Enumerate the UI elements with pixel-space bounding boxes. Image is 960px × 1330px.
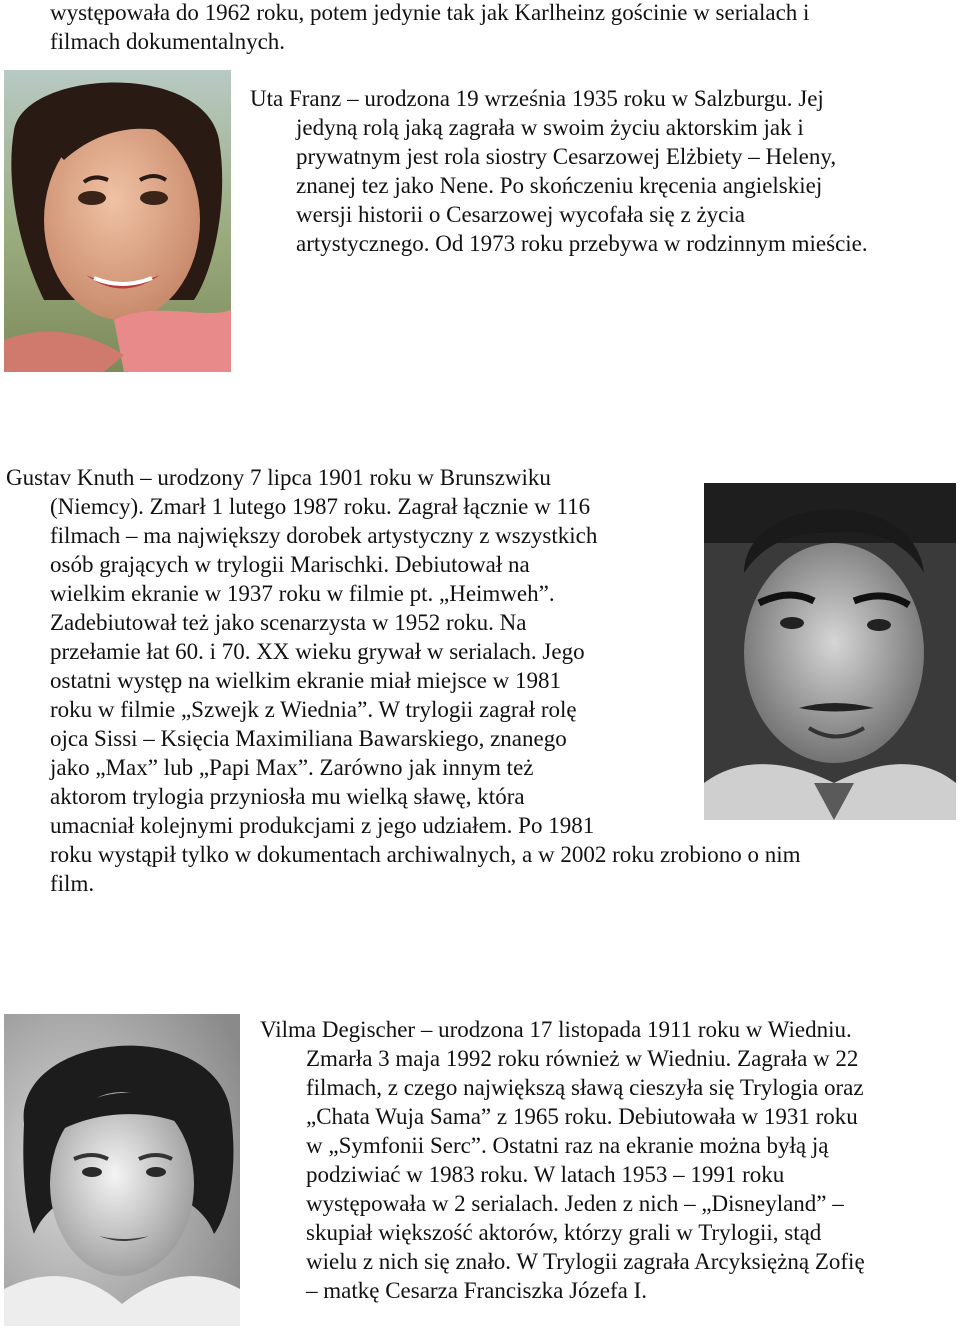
gustav-text-line: Zadebiutował też jako scenarzysta w 1952 roku. Na [50,610,527,635]
gustav-text-line: Gustav Knuth – urodzony 7 lipca 1901 roku w Brunszwiku [6,465,551,490]
intro-line: występowała do 1962 roku, potem jedynie tak jak Karlheinz gościnie w serialach i [50,0,810,25]
uta-franz-photo [4,70,231,372]
gustav-text-line: jako „Max” lub „Papi Max”. Zarówno jak innym też [50,755,534,780]
uta-text-line: artystycznego. Od 1973 roku przebywa w rodzinnym mieście. [296,231,868,256]
gustav-text-line: filmach – ma największy dorobek artystyczny z wszystkich [50,523,598,548]
vilma-text-line: wielu z nich się znało. W Trylogii zagrała Arcyksiężną Zofię [306,1249,865,1274]
gustav-text-line: aktorom trylogia przyniosła mu wielką sławę, która [50,784,525,809]
gustav-text-line: wielkim ekranie w 1937 roku w filmie pt. „Heimweh”. [50,581,555,606]
vilma-text-line: skupiał większość aktorów, którzy grali w Trylogii, stąd [306,1220,822,1245]
vilma-degischer-photo [4,1014,240,1326]
vilma-text-line: w „Symfonii Serc”. Ostatni raz na ekranie można byłą ją [306,1133,829,1158]
gustav-text-line: ostatni występ na wielkim ekranie miał miejsce w 1981 [50,668,561,693]
vilma-text-line: Vilma Degischer – urodzona 17 listopada 1911 roku w Wiedniu. [260,1017,852,1042]
gustav-text-line: (Niemcy). Zmarł 1 lutego 1987 roku. Zagrał łącznie w 116 [50,494,591,519]
portrait-woman-color-icon [4,70,231,372]
portrait-woman-bw-icon [4,1014,240,1326]
gustav-text-line: osób grających w trylogii Marischki. Debiutował na [50,552,530,577]
vilma-text-line: „Chata Wuja Sama” z 1965 roku. Debiutowała w 1931 roku [306,1104,858,1129]
vilma-text-line: podziwiać w 1983 roku. W latach 1953 – 1991 roku [306,1162,785,1187]
vilma-text-line: filmach, z czego największą sławą cieszyła się Trylogia oraz [306,1075,864,1100]
gustav-text-line: przełamie łat 60. i 70. XX wieku grywał w serialach. Jego [50,639,585,664]
gustav-text-line: umacniał kolejnymi produkcjami z jego udziałem. Po 1981 [50,813,595,838]
uta-text-line: znanej tez jako Nene. Po skończeniu kręcenia angielskiej [296,173,823,198]
vilma-text-line: występowała w 2 serialach. Jeden z nich – „Disneyland” – [306,1191,844,1216]
gustav-text-line: roku w filmie „Szwejk z Wiednia”. W trylogii zagrał rolę [50,697,577,722]
vilma-text-line: – matkę Cesarza Franciszka Józefa I. [306,1278,648,1303]
intro-line: filmach dokumentalnych. [50,29,286,54]
gustav-text-line: film. [50,871,95,896]
portrait-man-bw-icon [704,483,956,820]
uta-text-line: jedyną rolą jaką zagrała w swoim życiu aktorskim jak i [296,115,804,140]
uta-text-line: Uta Franz – urodzona 19 września 1935 roku w Salzburgu. Jej [250,86,824,111]
uta-text-line: wersji historii o Cesarzowej wycofała się z życia [296,202,745,227]
gustav-knuth-photo [704,483,956,820]
vilma-text-line: Zmarła 3 maja 1992 roku również w Wiedniu. Zagrała w 22 [306,1046,859,1071]
gustav-text-line: roku wystąpił tylko w dokumentach archiwalnych, a w 2002 roku zrobiono o nim [50,842,801,867]
gustav-text-line: ojca Sissi – Księcia Maximiliana Bawarskiego, znanego [50,726,567,751]
uta-text-line: prywatnym jest rola siostry Cesarzowej Elżbiety – Heleny, [296,144,837,169]
